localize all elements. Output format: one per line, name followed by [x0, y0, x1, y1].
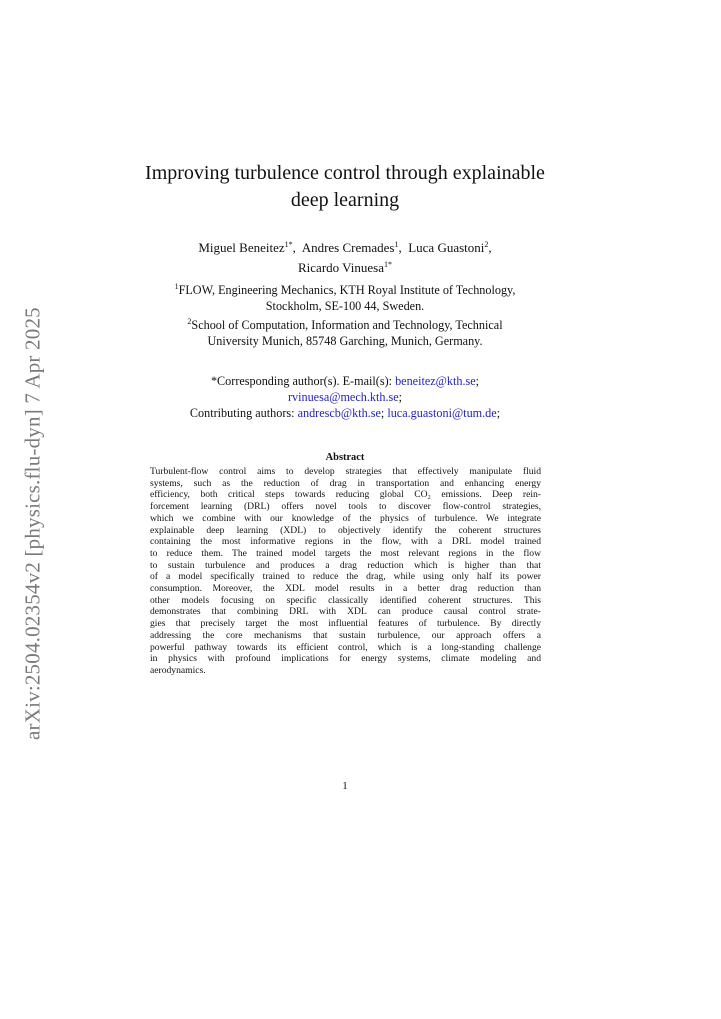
abstract-line: systems, such as the reduction of drag in transportation and enhancing energy: [150, 477, 541, 489]
separator: ;: [380, 406, 388, 420]
affiliation-mark: 2: [187, 317, 192, 326]
abstract-line: to sustain turbulence and produces a drag reduction which is higher than that: [150, 559, 541, 571]
page-number: 1: [342, 780, 348, 792]
affiliations: [120, 279, 570, 349]
author-list: [140, 236, 550, 276]
arxiv-identifier-stamp[interactable]: arXiv:2504.02354v2 [physics.flu-dyn] 7 Apr 2025: [20, 307, 45, 740]
affiliation-1-line-1: [120, 279, 570, 298]
abstract-line: demonstrates that combining DRL with XDL can produce causal control strate-: [150, 606, 541, 618]
abstract-line: addressing the core mechanisms that sustain turbulence, our approach offers a: [150, 629, 541, 641]
affiliation-text: FLOW, Engineering Mechanics, KTH Royal Institute of Technology,: [178, 283, 516, 297]
email-link-cremades[interactable]: andrescb@kth.se: [297, 406, 381, 420]
correspondence-line-1: [120, 373, 570, 389]
affiliation-1-line-2: Stockholm, SE-100 44, Sweden.: [265, 299, 425, 313]
author-affiliation-mark: 1: [394, 240, 399, 249]
email-link-vinuesa[interactable]: rvinuesa@mech.kth.se: [287, 390, 399, 404]
author-name: Ricardo Vinuesa: [298, 260, 384, 275]
abstract-line: forcement learning (DRL) offers novel tools to discover flow-control strategies,: [150, 501, 541, 513]
affiliation-2-line-1: [120, 314, 570, 333]
affiliation-text: School of Computation, Information and Technology, Technical: [191, 318, 503, 332]
email-link-guastoni[interactable]: luca.guastoni@tum.de: [387, 406, 497, 420]
abstract-body: [150, 466, 541, 677]
abstract-line: containing the most informative regions in the flow, with a DRL model trained: [150, 536, 541, 548]
contributing-prefix: Contributing authors:: [189, 406, 298, 420]
paper-title: [120, 160, 570, 214]
email-link-beneitez[interactable]: beneitez@kth.se: [395, 374, 476, 388]
author-line-2: [140, 256, 550, 276]
abstract-line: other models focusing on specific classically identified coherent structures. This: [150, 594, 541, 606]
correspondence-prefix: *Corresponding author(s). E-mail(s):: [210, 374, 396, 388]
title-line-1: Improving turbulence control through explainable: [145, 162, 545, 184]
abstract-heading: Abstract: [325, 452, 365, 463]
affiliation-mark: 1: [174, 282, 179, 291]
separator: ;: [475, 374, 480, 388]
author-line-1: Miguel Beneitez$^{1*}$, Andres Cremades$^1$, Luca Guastoni$^2$,: [198, 240, 492, 255]
author-name: Andres Cremades: [301, 240, 395, 255]
correspondence-block: [120, 373, 570, 421]
author-name: Luca Guastoni: [408, 240, 485, 255]
author-affiliation-mark: 1*: [284, 240, 293, 249]
abstract-line: explainable deep learning (XDL) to objectively identify the coherent structures: [150, 524, 541, 536]
abstract-line: efficiency, both critical steps towards reducing global CO₂ emissions. Deep rein-: [150, 489, 541, 501]
abstract-line: aerodynamics.: [150, 664, 206, 676]
abstract-line: which we combine with our knowledge of the physics of turbulence. We integrate: [150, 512, 541, 524]
abstract-line: of a model specifically trained to reduce the drag, while using only half its power: [150, 571, 541, 583]
contributing-authors-line: [120, 405, 570, 421]
author-affiliation-mark: 1*: [384, 260, 392, 269]
abstract-line: consumption. Moreover, the XDL model results in a better drag reduction than: [150, 583, 541, 595]
abstract-line: Turbulent-flow control aims to develop strategies that effectively manipulate fluid: [150, 466, 541, 477]
title-line-2: deep learning: [290, 189, 400, 211]
author-affiliation-mark: 2: [484, 240, 489, 249]
separator: ;: [398, 390, 403, 404]
abstract-line: gies that precisely target the most influential features of turbulence. By directly: [150, 618, 541, 630]
author-name: Miguel Beneitez: [198, 240, 285, 255]
correspondence-line-2: [120, 389, 570, 405]
abstract-line: powerful pathway towards its efficient control, which is a long-standing challenge: [150, 641, 541, 653]
abstract-line: to reduce them. The trained model targets the most relevant regions in the flow: [150, 547, 541, 559]
affiliation-2-line-2: University Munich, 85748 Garching, Munich, Germany.: [207, 334, 483, 348]
abstract-line: in physics with profound implications for energy systems, climate modeling and: [150, 653, 541, 665]
separator: ;: [496, 406, 501, 420]
